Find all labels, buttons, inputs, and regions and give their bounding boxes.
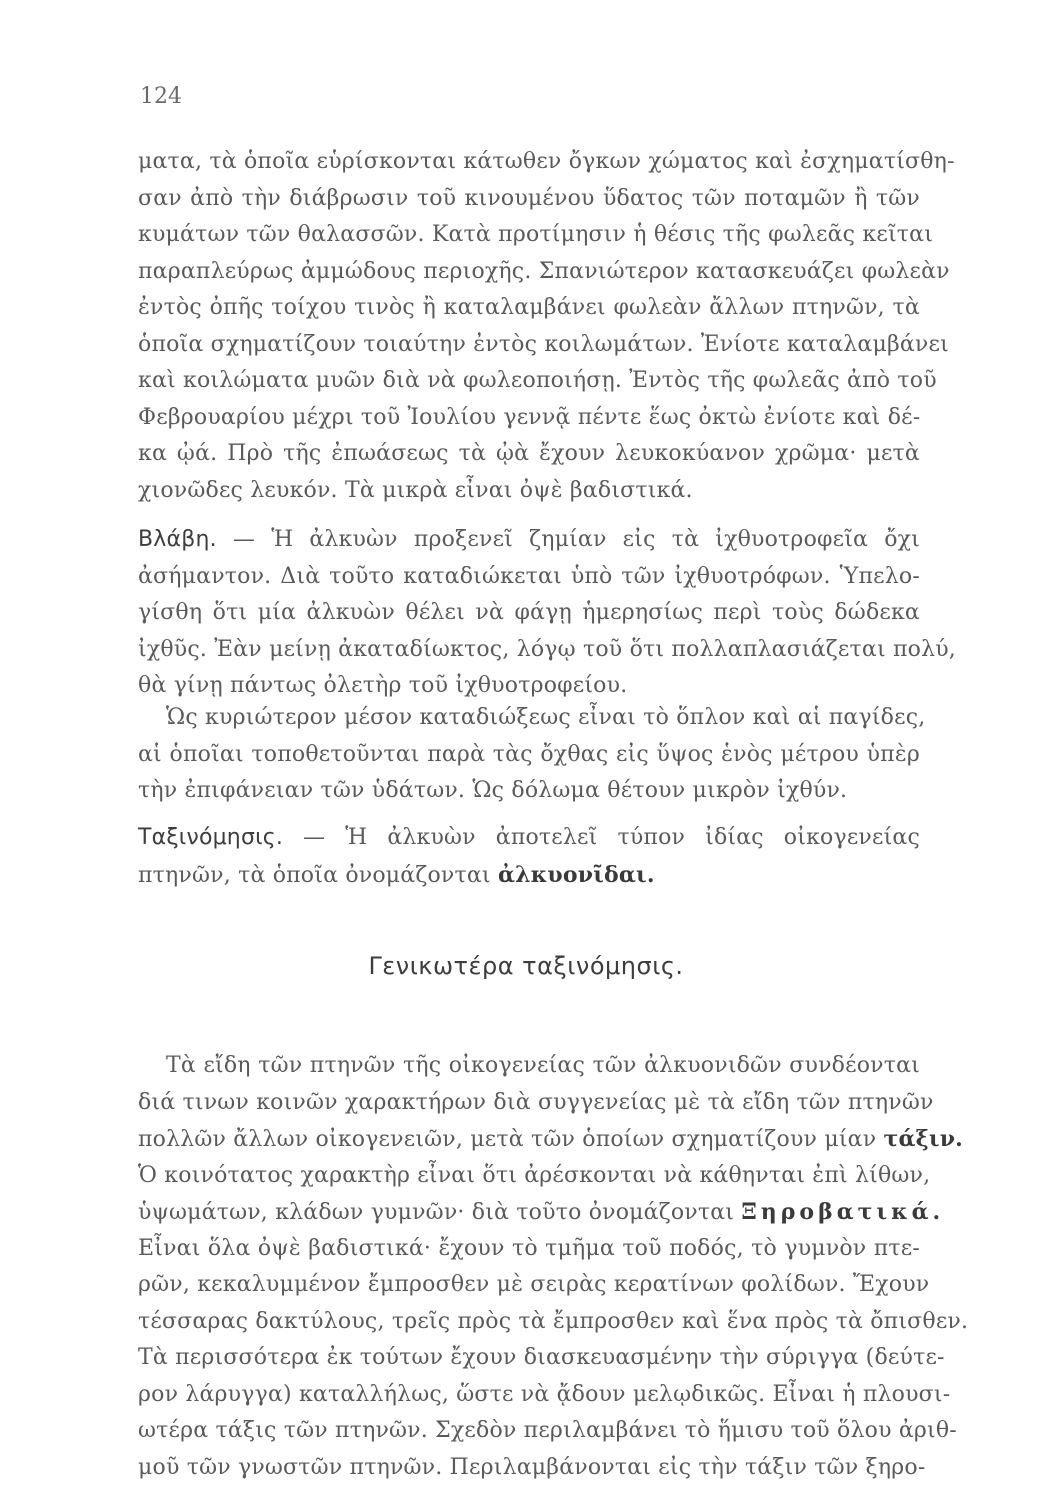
text-line	[138, 1194, 945, 1231]
text-span: πτηνῶν, τὰ ὁποῖα ὀνομάζονται	[138, 862, 498, 888]
term-taxis: τάξιν.	[883, 1126, 964, 1152]
text-line: κα ᾠά. Πρὸ τῆς ἐπωάσεως τὰ ᾠὰ ἔχουν λευκοκύανον χρῶμα· μετὰ	[138, 441, 920, 466]
text-line: σαν ἀπὸ τὴν διάβρωσιν τοῦ κινουμένου ὕδατος τῶν ποταμῶν ἢ τῶν	[138, 185, 920, 211]
section-lead-classification: Ταξινόμησις.	[138, 825, 284, 850]
text-line: αἱ ὁποῖαι τοποθετοῦνται παρὰ τὰς ὄχθας εἰς ὕψος ἑνὸς μέτρου ὑπὲρ	[138, 741, 920, 767]
text-span: — Ἡ ἀλκυὼν προξενεῖ ζημίαν εἰς τὰ ἰχθυοτροφεῖα ὄχι	[216, 527, 920, 552]
text-line: τέσσαρας δακτύλους, τρεῖς πρὸς τὰ ἔμπροσθεν καὶ ἕνα πρὸς τὰ ὄπισθεν.	[138, 1308, 969, 1334]
section-lead-damage: Βλάβη.	[138, 527, 217, 552]
text-line: κυμάτων τῶν θαλασσῶν. Κατὰ προτίμησιν ἡ θέσις τῆς φωλεᾶς κεῖται	[138, 222, 934, 247]
text-line: Φεβρουαρίου μέχρι τοῦ Ἰουλίου γεννᾷ πέντε ἕως ὀκτὼ ἐνίοτε καὶ δέ-	[138, 404, 921, 430]
text-line: ὁποῖα σχηματίζουν τοιαύτην ἐντὸς κοιλωμάτων. Ἐνίοτε καταλαμβάνει	[138, 331, 949, 357]
text-line: καὶ κοιλώματα μυῶν διὰ νὰ φωλεοποιήσῃ. Ἐντὸς τῆς φωλεᾶς ἀπὸ τοῦ	[138, 368, 937, 393]
text-span: ὑψωμάτων, κλάδων γυμνῶν· διὰ τοῦτο ὀνομάζονται	[138, 1200, 742, 1225]
text-line: ρῶν, κεκαλυμμένον ἔμπροσθεν μὲ σειρὰς κερατίνων φολίδων. Ἔχουν	[138, 1272, 930, 1297]
text-line	[138, 1121, 964, 1158]
text-line	[138, 857, 920, 894]
paragraph-means	[138, 700, 926, 810]
paragraph-classification	[138, 820, 920, 893]
text-line: Ὡς κυριώτερον μέσον καταδιώξεως εἶναι τὸ ὅπλον καὶ αἱ παγίδες,	[166, 705, 926, 730]
text-line	[138, 522, 920, 559]
text-line: Εἶναι ὅλα ὀψὲ βαδιστικά· ἔχουν τὸ τμῆμα τοῦ ποδός, τὸ γυμνὸν πτε-	[138, 1235, 920, 1261]
text-line	[138, 820, 920, 857]
text-line: ἀσήμαντον. Διὰ τοῦτο καταδιώκεται ὑπὸ τῶν ἰχθυοτρόφων. Ὑπελο-	[138, 563, 920, 589]
text-line: Ὁ κοινότατος χαρακτὴρ εἶναι ὅτι ἀρέσκονται νὰ κάθηνται ἐπὶ λίθων,	[138, 1162, 931, 1188]
text-line: ωτέρα τάξις τῶν πτηνῶν. Σχεδὸν περιλαμβάνει τὸ ἥμισυ τοῦ ὅλου ἀριθ-	[138, 1418, 957, 1443]
term-xirovatika: Ξηροβατικά.	[741, 1199, 945, 1225]
text-line: ρον λάρυγγα) καταλλήλως, ὥστε νὰ ᾄδουν μελῳδικῶς. Εἶναι ἡ πλουσι-	[138, 1381, 951, 1407]
text-span: πολλῶν ἄλλων οἰκογενειῶν, μετὰ τῶν ὁποίων σχηματίζουν μίαν	[138, 1127, 884, 1152]
text-line: παραπλεύρως ἀμμώδους περιοχῆς. Σπανιώτερον κατασκευάζει φωλεὰν	[138, 258, 950, 284]
text-line: Τὰ περισσότερα ἐκ τούτων ἔχουν διασκευασμένην τὴν σύριγγα (δεύτε-	[138, 1345, 945, 1370]
text-line: μοῦ τῶν γνωστῶν πτηνῶν. Περιλαμβάνονται εἰς τὴν τάξιν τῶν ξηρο-	[138, 1454, 926, 1480]
text-line: τὴν ἐπιφάνειαν τῶν ὑδάτων. Ὡς δόλωμα θέτουν μικρὸν ἰχθύν.	[138, 778, 848, 803]
text-line: χιονῶδες λευκόν. Τὰ μικρὰ εἶναι ὀψὲ βαδιστικά.	[138, 477, 693, 503]
text-span: — Ἡ ἀλκυὼν ἀποτελεῖ τύπον ἰδίας οἰκογενείας	[283, 825, 920, 850]
text-line: ματα, τὰ ὁποῖα εὑρίσκονται κάτωθεν ὄγκων χώματος καὶ ἐσχηματίσθη-	[138, 149, 955, 174]
paragraph-damage	[138, 522, 956, 705]
text-line: διά τινων κοινῶν χαρακτήρων διὰ συγγενείας μὲ τὰ εἴδη τῶν πτηνῶν	[138, 1089, 934, 1115]
section-heading: Γενικωτέρα ταξινόμησις.	[368, 952, 684, 980]
text-line: Τὰ εἴδη τῶν πτηνῶν τῆς οἰκογενείας τῶν ἀλκυονιδῶν συνδέονται	[166, 1053, 920, 1078]
text-line: γίσθη ὅτι μία ἀλκυὼν θέλει νὰ φάγῃ ἡμερησίως περὶ τοὺς δώδεκα	[138, 600, 920, 625]
paragraph-general	[138, 1048, 969, 1486]
text-line: ἐντὸς ὀπῆς τοίχου τινὸς ἢ καταλαμβάνει φωλεὰν ἄλλων πτηνῶν, τὰ	[138, 295, 920, 320]
text-line: ἰχθῦς. Ἐὰν μείνῃ ἀκαταδίωκτος, λόγῳ τοῦ ὅτι πολλαπλασιάζεται πολύ,	[138, 636, 956, 662]
page-number: 124	[140, 84, 182, 109]
term-alkyonidai: ἀλκυονῖδαι.	[497, 861, 655, 888]
paragraph-nesting	[138, 144, 955, 509]
text-line: θὰ γίνῃ πάντως ὀλετὴρ τοῦ ἰχθυοτροφείου.	[138, 673, 628, 698]
